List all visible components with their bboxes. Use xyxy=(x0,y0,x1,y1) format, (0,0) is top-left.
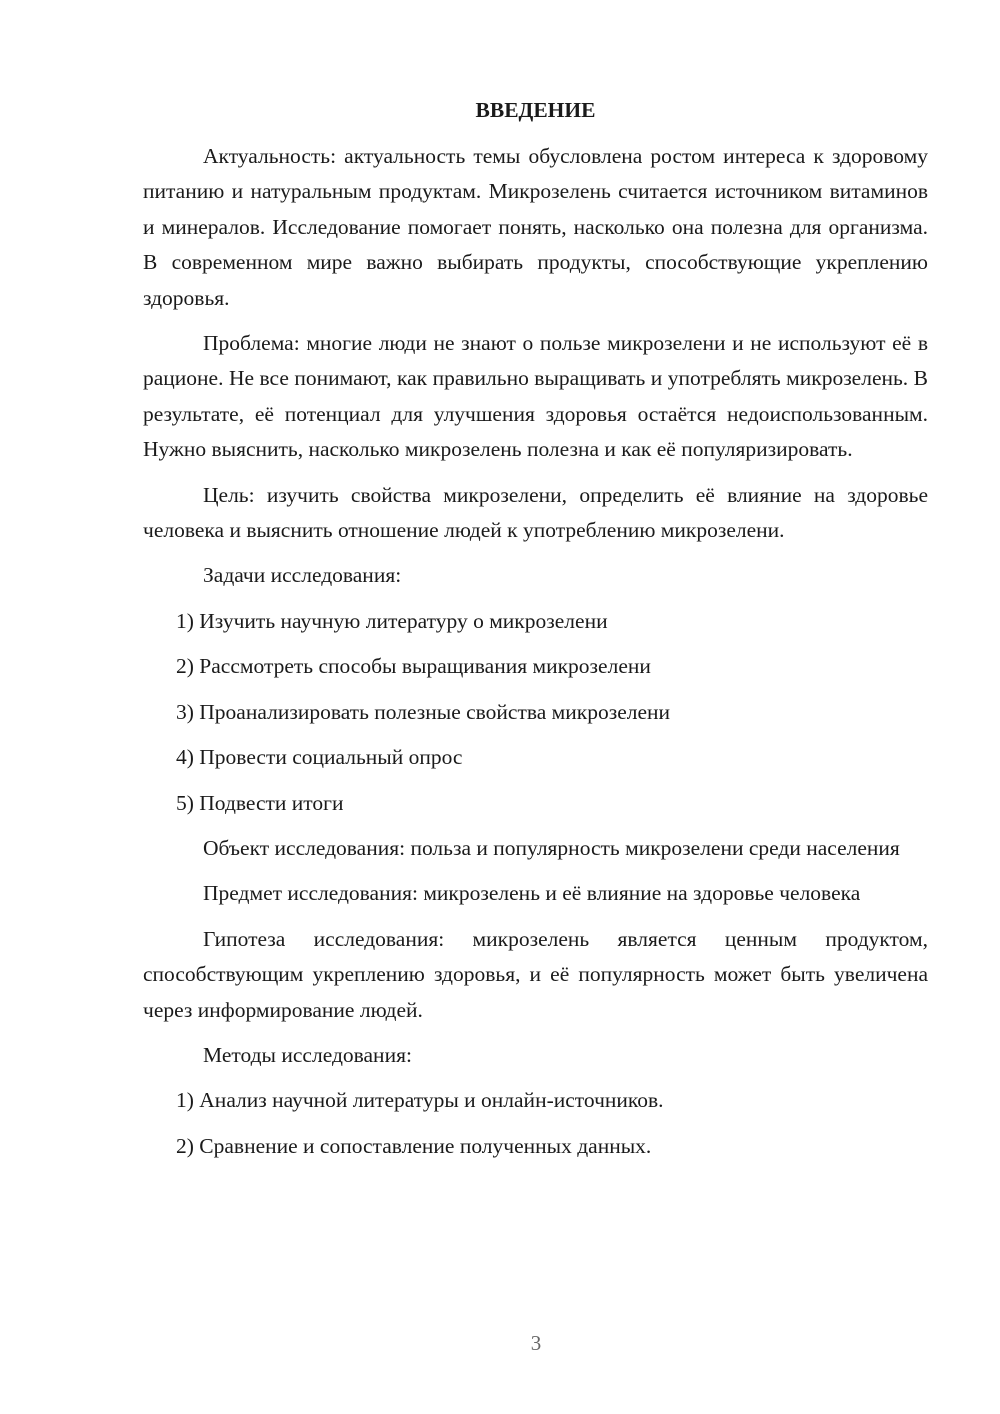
tasks-title: Задачи исследования: xyxy=(203,563,402,588)
list-item: 4) Провести социальный опрос xyxy=(176,745,463,770)
list-item: 2) Сравнение и сопоставление полученных данных. xyxy=(176,1133,652,1158)
subject-paragraph: Предмет исследования: микрозелень и её влияние на здоровье человека xyxy=(203,881,861,906)
list-item: 3) Проанализировать полезные свойства микрозелени xyxy=(176,699,671,724)
page-content xyxy=(143,93,928,1174)
list-item: 2) Рассмотреть способы выращивания микрозелени xyxy=(176,654,651,679)
hypothesis-paragraph: Гипотеза исследования: микрозелень является ценным продуктом, способствующим укреплению здоровья, и её популярность может быть увеличена через информирование людей. xyxy=(143,926,928,1022)
methods-list xyxy=(143,1083,928,1164)
problem-paragraph: Проблема: многие люди не знают о пользе микрозелени и не используют её в рационе. Не все понимают, как правильно выращивать и употреблять микрозелень. В результате, её потенциал для улучшения здоровья остаётся недоиспользованным. Нужно выяснить, насколько микрозелень полезна и как её популяризировать. xyxy=(143,331,928,462)
page-number: 3 xyxy=(530,1331,542,1355)
tasks-list xyxy=(143,604,928,821)
object-paragraph: Объект исследования: польза и популярность микрозелени среди населения xyxy=(203,835,900,860)
relevance-paragraph: Актуальность: актуальность темы обусловлена ростом интереса к здоровому питанию и натуральным продуктам. Микрозелень считается источником витаминов и минералов. Исследование помогает понять, насколько она полезна для организма. В современном мире важно выбирать продукты, способствующие укреплению здоровья. xyxy=(143,144,928,310)
list-item: 1) Изучить научную литературу о микрозелени xyxy=(176,608,608,633)
methods-title: Методы исследования: xyxy=(203,1042,412,1067)
list-item: 1) Анализ научной литературы и онлайн-источников. xyxy=(176,1088,664,1113)
list-item: 5) Подвести итоги xyxy=(176,790,344,815)
section-heading: ВВЕДЕНИЕ xyxy=(475,98,596,122)
goal-paragraph: Цель: изучить свойства микрозелени, определить её влияние на здоровье человека и выяснить отношение людей к употреблению микрозелени. xyxy=(143,482,928,543)
